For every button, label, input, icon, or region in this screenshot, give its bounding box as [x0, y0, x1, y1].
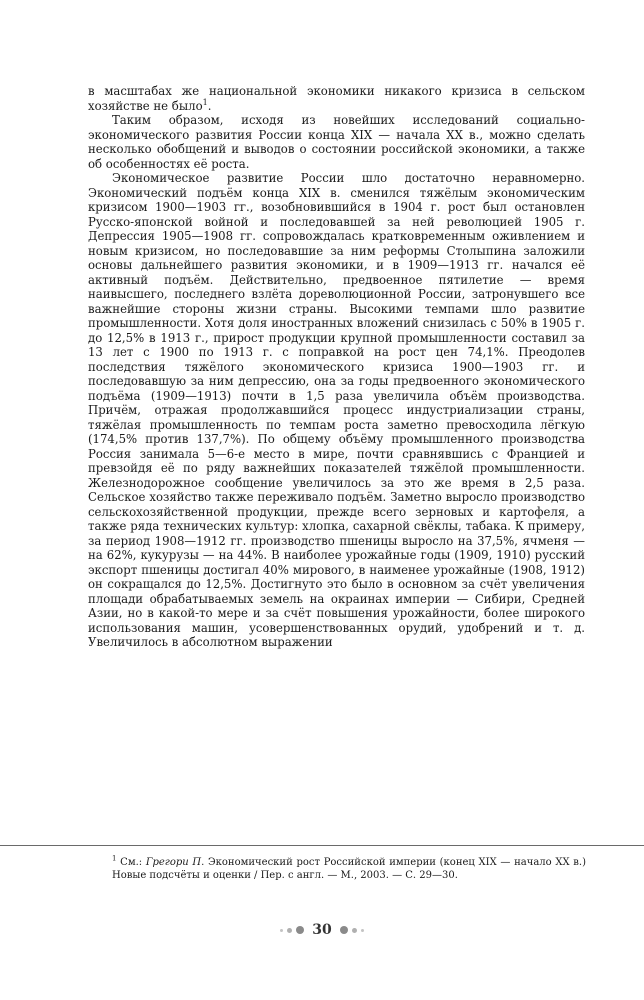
decorative-dot-icon: [361, 929, 364, 932]
paragraph-1-end: .: [207, 98, 212, 113]
footnote-mark: 1: [112, 854, 117, 863]
main-text: [88, 84, 585, 650]
paragraph-1: [88, 84, 585, 113]
paragraph-3: Экономическое развитие России шло достаточно неравномерно. Экономический подъём конца XIX в. сменился тяжёлым экономическим кризисом 1900—1903 гг., возобновившийся в 1904 г. рост был остановлен Русско-японской войной и последовавшей за ней революцией 1905 г. Депрессия 1905—1908 гг. сопровождалась кратковременным оживлением и новым кризисом, но последовавшие за ним реформы Столыпина заложили основы дальнейшего развития экономики, и в 1909—1913 гг. начался её активный подъём. Действительно, предвоенное пятилетие — время наивысшего, последнего взлёта дореволюционной России, затронувшего все важнейшие стороны жизни страны. Высокими темпами шло развитие промышленности. Хотя доля иностранных вложений снизилась с 50% в 1905 г. до 12,5% в 1913 г., прирост продукции крупной промышленности составил за 13 лет с 1900 по 1913 г. с поправкой на рост цен 74,1%. Преодолев последствия тяжёлого экономического кризиса 1900—1903 гг. и последовавшую за ним депрессию, она за годы предвоенного экономического подъёма (1909—1913) почти в 1,5 раза увеличила объём производства. Причём, отражая продолжавшийся процесс индустриализации страны, тяжёлая промышленность по темпам роста заметно превосходила лёгкую (174,5% против 137,7%). По общему объёму промышленного производства Россия занимала 5—6-е место в мире, почти сравнявшись с Францией и превзойдя её по ряду важнейших показателей тяжёлой промышленности. Железнодорожное сообщение увеличилось за это же время в 2,5 раза. Сельское хозяйство также переживало подъём. Заметно выросло производство сельскохозяйственной продукции, прежде всего зерновых и картофеля, а также ряда технических культур: хлопка, сахарной свёклы, табака. К примеру, за период 1908—1912 гг. производство пшеницы выросло на 37,5%, ячменя — на 62%, кукурузы — на 44%. В наиболее урожайные годы (1909, 1910) русский экспорт пшеницы достигал 40% мирового, в наименее урожайные (1908, 1912) он сокращался до 12,5%. Достигнуто это было в основном за счёт увеличения площади обрабатываемых земель на окраинах империи — Сибири, Средней Азии, но в какой-то мере и за счёт повышения урожайности, более широкого использования машин, усовершенствованных орудий, удобрений и т. д. Увеличилось в абсолютном выражении: [88, 171, 585, 649]
footnote-text: Экономический рост Российской империи (конец XIX — начало XX в.) Новые подсчёты и оценки / Пер. с англ. — М., 2003. — С. 29—30.: [112, 857, 587, 881]
decorative-dot-icon: [280, 929, 283, 932]
decorative-dot-icon: [296, 926, 304, 934]
footnote-prefix: См.:: [120, 857, 146, 868]
page-number: 30: [312, 922, 332, 938]
footnote-author: Грегори П.: [145, 857, 205, 868]
decorative-dot-icon: [287, 928, 292, 933]
page-number-footer: [0, 920, 644, 940]
footnote: [112, 854, 587, 882]
paragraph-2: Таким образом, исходя из новейших исследований социально-экономического развития России конца XIX — начала XX в., можно сделать несколько обобщений и выводов о состоянии российской экономики, а также об особенностях её роста.: [88, 113, 585, 171]
footnote-divider: [0, 845, 644, 846]
decorative-dot-icon: [352, 928, 357, 933]
paragraph-1-text: в масштабах же национальной экономики никакого кризиса в сельском хозяйстве не было: [88, 84, 585, 113]
decorative-dot-icon: [340, 926, 348, 934]
footnote-reference[interactable]: 1: [202, 97, 208, 107]
